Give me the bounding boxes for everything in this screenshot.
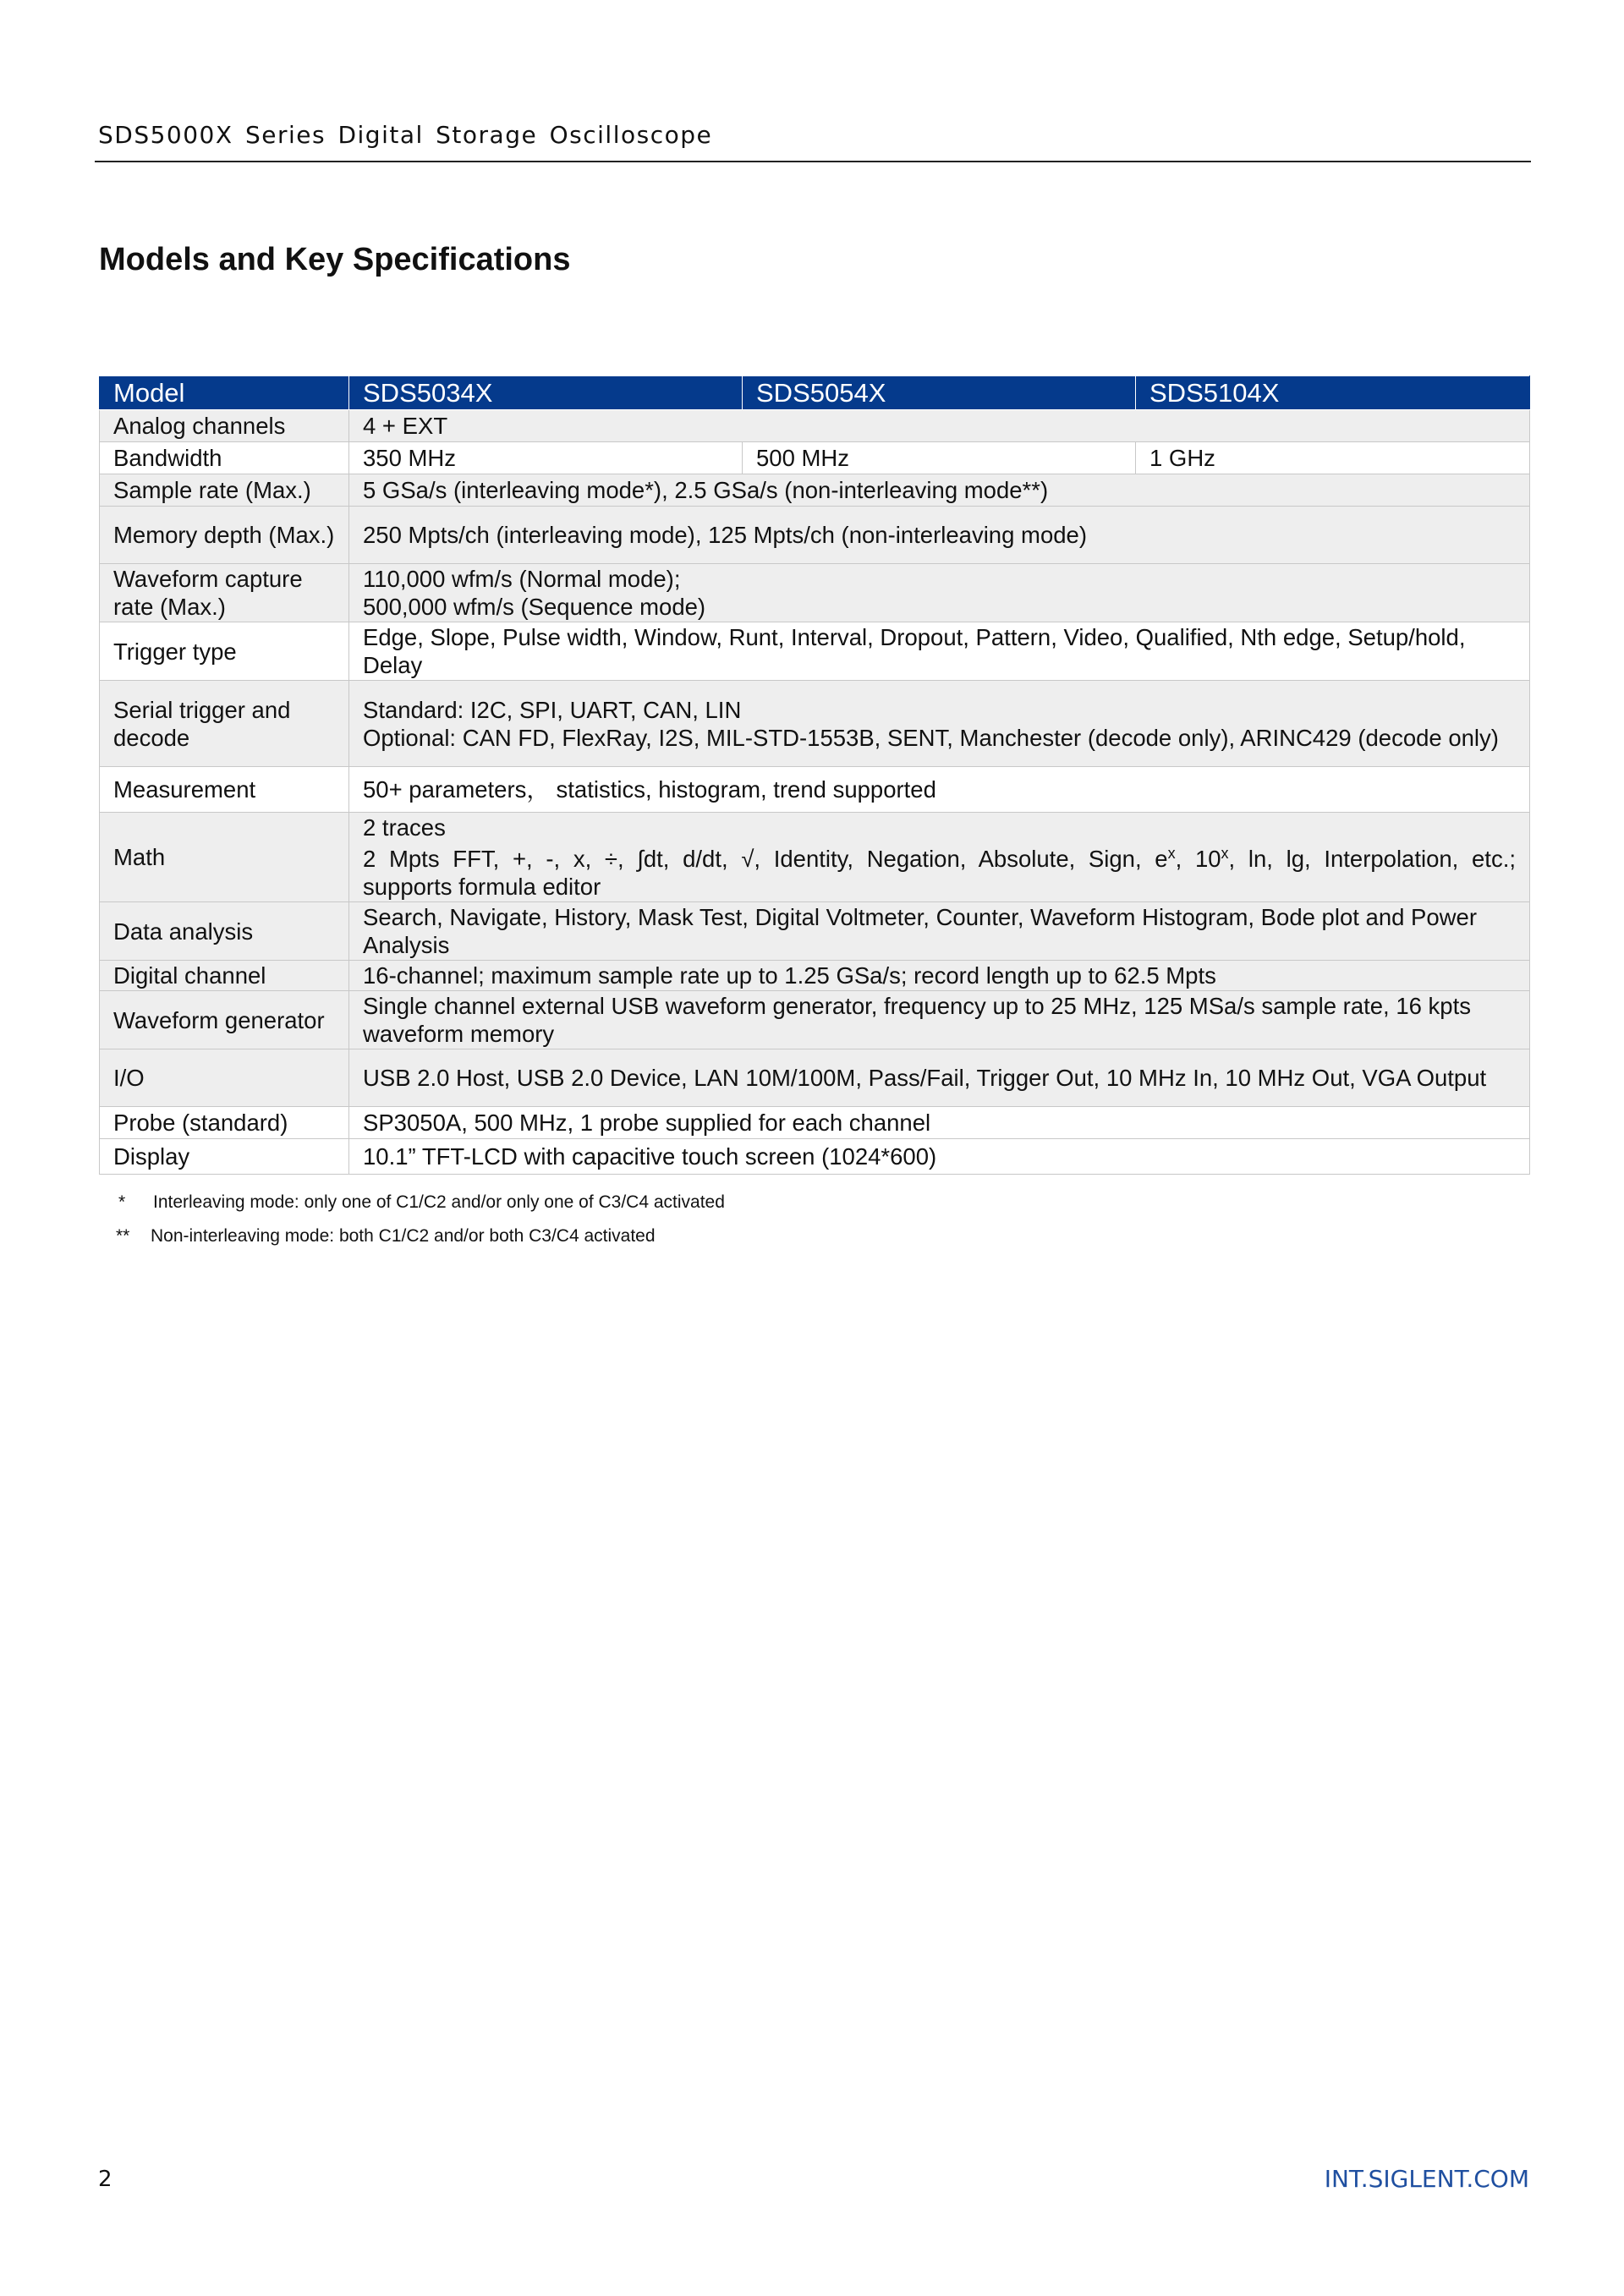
table-row-probe [100,1107,1530,1139]
column-header-sds5104x: SDS5104X [1136,376,1530,410]
math-functions-text: 2 Mpts FFT, +, -, x, ÷, ∫dt, d/dt, √, Identity, Negation, Absolute, Sign, e [363,846,1168,872]
footnote-text: Non-interleaving mode: both C1/C2 and/or both C3/C4 activated [151,1226,656,1246]
table-row-sample-rate [100,474,1530,507]
table-row-memory-depth [100,507,1530,564]
superscript-x: x [1221,844,1229,862]
column-header-sds5034x: SDS5034X [349,376,743,410]
row-label: Bandwidth [100,442,349,474]
row-label: Waveform generator [100,991,349,1049]
row-label: Display [100,1139,349,1175]
row-value-line: supports formula editor [363,874,601,900]
page-number: 2 [98,2167,112,2192]
row-value-line: Optional: CAN FD, FlexRay, I2S, MIL-STD-1553B, SENT, Manchester (decode only), ARINC429 (decode only) [363,724,1499,751]
table-row-data-analysis [100,902,1530,961]
row-value: USB 2.0 Host, USB 2.0 Device, LAN 10M/100M, Pass/Fail, Trigger Out, 10 MHz In, 10 MHz Out, VGA Output [349,1049,1530,1107]
row-label: Math [100,813,349,902]
section-heading: Models and Key Specifications [99,242,571,277]
table-row-waveform-capture-rate [100,564,1530,622]
row-value: SP3050A, 500 MHz, 1 probe supplied for each channel [349,1107,1530,1139]
math-functions-text: , ln, lg, Interpolation, etc.; [1228,846,1516,872]
table-header-row [100,376,1530,410]
footnote-text: Interleaving mode: only one of C1/C2 and/or only one of C3/C4 activated [153,1192,725,1212]
row-value: Edge, Slope, Pulse width, Window, Runt, Interval, Dropout, Pattern, Video, Qualified, Nth edge, Setup/hold, Delay [349,622,1530,681]
row-label: Digital channel [100,961,349,991]
row-value: Single channel external USB waveform generator, frequency up to 25 MHz, 125 MSa/s sample rate, 16 kpts waveform memory [349,991,1530,1049]
footnote-non-interleaving [118,1219,725,1253]
table-row-math [100,813,1530,902]
table-row-serial-trigger-decode [100,681,1530,767]
table-row-trigger-type [100,622,1530,681]
table-row-analog-channels [100,410,1530,442]
footnote-interleaving [118,1186,725,1219]
column-header-model: Model [100,376,349,410]
row-value: Search, Navigate, History, Mask Test, Digital Voltmeter, Counter, Waveform Histogram, Bode plot and Power Analysis [349,902,1530,961]
row-label: Memory depth (Max.) [100,507,349,564]
row-value [349,813,1530,902]
footnote-mark: * [118,1192,126,1212]
row-value [349,564,1530,622]
row-value-line: Standard: I2C, SPI, UART, CAN, LIN [363,696,742,723]
header-divider [95,161,1531,162]
table-row-digital-channel [100,961,1530,991]
superscript-x: x [1167,844,1176,862]
row-value: 250 Mpts/ch (interleaving mode), 125 Mpts/ch (non-interleaving mode) [349,507,1530,564]
row-value-line: 2 traces [363,814,446,841]
row-value: 4 + EXT [349,410,1530,442]
row-value-line [363,845,1516,873]
row-label: Measurement [100,767,349,813]
table-row-bandwidth [100,442,1530,474]
row-value: 500 MHz [743,442,1136,474]
row-label: Data analysis [100,902,349,961]
row-label: Analog channels [100,410,349,442]
document-header-title: SDS5000X Series Digital Storage Oscilloscope [98,121,713,149]
table-row-io [100,1049,1530,1107]
row-value: 10.1” TFT-LCD with capacitive touch screen (1024*600) [349,1139,1530,1175]
math-functions-text: , 10 [1175,846,1221,872]
footnote-mark: ** [116,1226,130,1246]
row-label: Trigger type [100,622,349,681]
row-label: Probe (standard) [100,1107,349,1139]
row-label: Sample rate (Max.) [100,474,349,507]
footnotes [118,1186,725,1253]
row-value: 5 GSa/s (interleaving mode*), 2.5 GSa/s (non-interleaving mode**) [349,474,1530,507]
table-row-waveform-generator [100,991,1530,1049]
row-value: 350 MHz [349,442,743,474]
row-value: 1 GHz [1136,442,1530,474]
row-value-line: 110,000 wfm/s (Normal mode); [363,566,681,592]
row-label: Waveform capture rate (Max.) [100,564,349,622]
table-row-display [100,1139,1530,1175]
column-header-sds5054x: SDS5054X [743,376,1136,410]
row-label: Serial trigger and decode [100,681,349,767]
row-value [349,681,1530,767]
row-label: I/O [100,1049,349,1107]
specifications-table [99,375,1530,1175]
row-value: 50+ parameters， statistics, histogram, trend supported [349,767,1530,813]
row-value: 16-channel; maximum sample rate up to 1.25 GSa/s; record length up to 62.5 Mpts [349,961,1530,991]
table-row-measurement [100,767,1530,813]
row-value-line: 500,000 wfm/s (Sequence mode) [363,594,706,620]
website-link[interactable]: INT.SIGLENT.COM [1324,2165,1529,2193]
